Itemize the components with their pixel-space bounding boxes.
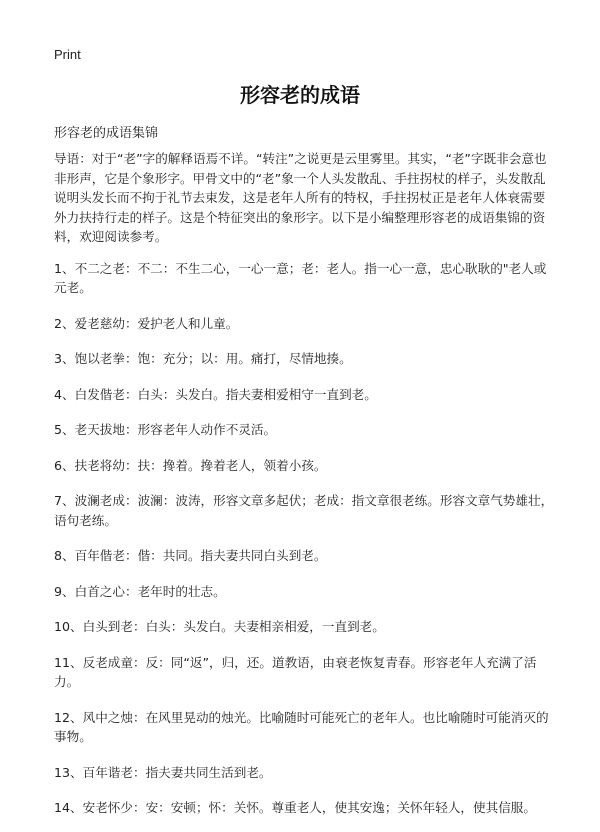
idiom-item: 3、饱以老拳：饱：充分；以：用。痛打，尽情地揍。 <box>54 351 352 366</box>
idiom-item: 8、百年偕老：偕：共同。指夫妻共同白头到老。 <box>54 548 327 563</box>
idiom-item: 11、反老成童：反：同“返”，归，还。道教语，由衰老恢复青春。形容老年人充满了活力。 <box>54 654 537 689</box>
idiom-item: 9、白首之心：老年时的壮志。 <box>54 583 226 599</box>
idiom-item: 12、风中之烛：在风里晃动的烛光。比喻随时可能死亡的老年人。也比喻随时可能消灭的事物。 <box>54 709 549 744</box>
idiom-item: 13、百年谐老：指夫妻共同生活到老。 <box>54 764 272 780</box>
idiom-item: 7、波澜老成：波澜：波涛，形容文章多起伏；老成：指文章很老练。形容文章气势雄壮，语句老练。 <box>54 493 554 528</box>
idiom-item: 10、白头到老：白头：头发白。夫妻相亲相爱，一直到老。 <box>54 619 385 634</box>
idiom-item: 14、安老怀少：安：安顿；怀：关怀。尊重老人，使其安逸；关怀年轻人，使其信服。 <box>54 800 536 815</box>
print-link[interactable]: Print <box>54 47 81 62</box>
intro-paragraph: 导语：对于“老”字的解释语焉不详。“转注”之说更是云里雾里。其实，“老”字既非会意也非形声，它是个象形字。甲骨文中的“老”象一个人头发散乱、手拄拐杖的样子，头发散乱说明头发长而不拘于礼节去束发，这是老年人所有的特权，手拄拐杖正是老年人体衰需要外力扶持行走的样子。这是个特征突出的象形字。以下是小编整理形容老的成语集锦的资料，欢迎阅读参考。 <box>54 151 547 244</box>
idiom-item: 2、爱老慈幼：爱护老人和儿童。 <box>54 315 239 331</box>
page-title: 形容老的成语 <box>240 83 360 107</box>
page-subtitle: 形容老的成语集锦 <box>54 126 159 141</box>
idiom-item: 4、白发偕老：白头：头发白。指夫妻相爱相守一直到老。 <box>54 386 377 402</box>
idiom-item: 6、扶老将幼：扶：搀着。搀着老人，领着小孩。 <box>54 457 327 473</box>
idiom-item: 1、不二之老：不二：不生二心，一心一意；老：老人。指一心一意，忠心耿耿的"老人或元老。 <box>54 260 547 295</box>
article-body <box>54 149 554 832</box>
idiom-item: 5、老天拔地：形容老年人动作不灵活。 <box>54 422 277 437</box>
